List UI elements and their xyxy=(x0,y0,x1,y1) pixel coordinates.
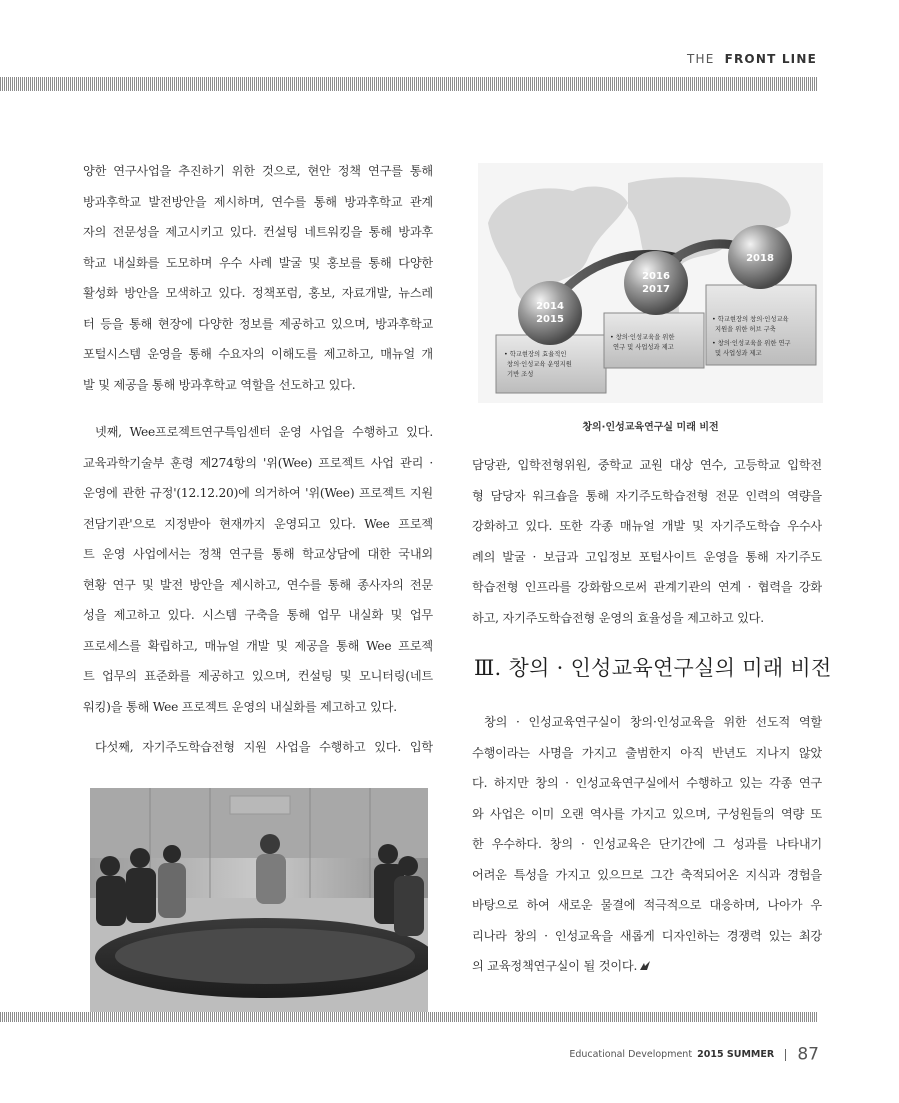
text-line: 어려운 특성을 가지고 있으므로 그간 축적되어온 지식과 경험을 xyxy=(472,867,822,882)
page-number: 87 xyxy=(797,1044,819,1065)
stage-year: 2017 xyxy=(642,284,670,295)
stage-text: 지원을 위한 허브 구축 xyxy=(715,326,776,333)
text-line: 넷째, Wee프로젝트연구특임센터 운영 사업을 수행하고 있다. xyxy=(95,425,433,439)
text-line: 운영에 관한 규정'(12.12.20)에 의거하여 '위(Wee) 프로젝트 지원 xyxy=(83,486,433,500)
stage-year: 2015 xyxy=(536,314,564,325)
footer-divider xyxy=(785,1049,786,1061)
left-para-2 xyxy=(83,417,433,722)
text-line: 프로세스를 확립하고, 매뉴얼 개발 및 제공을 통해 Wee 프로젝 xyxy=(83,638,433,653)
running-header xyxy=(687,52,817,66)
issue-season: 2015 SUMMER xyxy=(697,1049,775,1060)
text-line: 하고, 자기주도학습전형 운영의 효율성을 제고하고 있다. xyxy=(472,610,764,625)
stage-text: • 학교현장의 효율적인 xyxy=(504,351,567,358)
text-line: 트 운영 사업에서는 정책 연구를 통해 학교상담에 대한 국내외 xyxy=(83,547,433,561)
stage-text: 및 사업성과 제고 xyxy=(715,350,762,357)
stage-sphere-1 xyxy=(518,281,582,345)
text-line: 트 업무의 표준화를 제공하고 있으며, 컨설팅 및 모니터링(네트 xyxy=(83,669,433,683)
text-line: 다. 하지만 창의 · 인성교육연구실에서 수행하고 있는 각종 연구 xyxy=(472,776,822,790)
text-line-content: 의 교육정책연구실이 될 것이다. xyxy=(472,959,638,973)
section-heading: Ⅲ. 창의 · 인성교육연구실의 미래 비전 xyxy=(474,656,832,680)
header-title: FRONT LINE xyxy=(724,52,817,66)
text-line: 수행이라는 사명을 가지고 출범한지 아직 반년도 지나지 않았 xyxy=(472,745,822,760)
end-mark-icon xyxy=(639,960,651,971)
stage-text: 창의·인성교육 운영지원 xyxy=(507,361,572,368)
text-line: 담당관, 입학전형위원, 중학교 교원 대상 연수, 고등학교 입학전 xyxy=(472,458,822,472)
text-line: 강화하고 있다. 또한 각종 매뉴얼 개발 및 자기주도학습 우수사 xyxy=(472,519,822,533)
stage-text: • 학교현장의 창의·인성교육 xyxy=(712,316,789,323)
text-line: 한 우수하다. 창의 · 인성교육은 단기간에 그 성과를 나타내기 xyxy=(472,837,822,851)
text-line: 례의 발굴 · 보급과 고입정보 포털사이트 운영을 통해 자기주도 xyxy=(472,549,822,564)
text-line: 자의 전문성을 제고시키고 있다. 컨설팅 네트워킹을 통해 방과후 xyxy=(83,225,433,239)
text-line: 포털시스템 운영을 통해 수요자의 이해도를 제고하고, 매뉴얼 개 xyxy=(83,347,433,361)
right-para-2 xyxy=(472,707,822,982)
vision-diagram-graphic xyxy=(478,163,823,403)
text-line: 리나라 창의 · 인성교육을 새롭게 디자인하는 경쟁력 있는 최강 xyxy=(472,928,822,943)
text-line: 바탕으로 하여 새로운 물결에 적극적으로 대응하며, 나아가 우 xyxy=(472,898,822,912)
text-line: 터 등을 통해 현장에 다양한 정보를 제공하고 있으며, 방과후학교 xyxy=(83,316,433,331)
stage-year: 2016 xyxy=(642,271,670,282)
stage-text: • 창의·인성교육을 위한 연구 xyxy=(712,340,791,347)
text-line: 창의 · 인성교육연구실이 창의·인성교육을 위한 선도적 역할 xyxy=(484,715,822,729)
publication-name: Educational Development xyxy=(569,1049,693,1060)
bottom-rule xyxy=(0,1012,818,1022)
text-line xyxy=(472,951,822,982)
text-line: 와 사업은 이미 오랜 역사를 가지고 있으며, 구성원들의 역량 또 xyxy=(472,806,822,821)
text-line: 발 및 제공을 통해 방과후학교 역할을 선도하고 있다. xyxy=(83,377,356,392)
stage-year: 2014 xyxy=(536,301,564,312)
stage-text: • 창의·인성교육을 위한 xyxy=(610,334,675,341)
text-line: 워킹)을 통해 Wee 프로젝트 운영의 내실화를 제고하고 있다. xyxy=(83,699,397,714)
text-line: 학습전형 인프라를 강화함으로써 관계기관의 연계 · 협력을 강화 xyxy=(472,580,822,594)
meeting-photo xyxy=(90,788,428,1014)
text-line: 활성화 방안을 모색하고 있다. 정책포럼, 홍보, 자료개발, 뉴스레 xyxy=(83,286,433,300)
top-rule xyxy=(0,77,818,91)
left-para-3 xyxy=(83,732,433,763)
text-line: 다섯째, 자기주도학습전형 지원 사업을 수행하고 있다. 입학 xyxy=(95,740,433,754)
header-prefix: THE xyxy=(687,52,715,66)
text-line: 교육과학기술부 훈령 제274항의 '위(Wee) 프로젝트 사업 관리 · xyxy=(83,455,433,470)
right-para-1 xyxy=(472,450,822,633)
diagram-caption: 창의·인성교육연구실 미래 비전 xyxy=(582,422,719,433)
page-footer xyxy=(569,1044,819,1065)
text-line: 방과후학교 발전방안을 제시하며, 연수를 통해 방과후학교 관계 xyxy=(83,194,433,209)
text-line: 학교 내실화를 도모하며 우수 사례 발굴 및 홍보를 통해 다양한 xyxy=(83,255,433,270)
stage-text: 연구 및 사업성과 제고 xyxy=(613,344,674,351)
text-line: 형 담당자 워크숍을 통해 자기주도학습전형 전문 인력의 역량을 xyxy=(472,488,822,503)
stage-text: 기반 조성 xyxy=(507,371,534,378)
text-line: 전담기관'으로 지정받아 현재까지 운영되고 있다. Wee 프로젝 xyxy=(83,516,433,531)
text-line: 현황 연구 및 발전 방안을 제시하고, 연수를 통해 종사자의 전문 xyxy=(83,577,433,592)
text-line: 성을 제고하고 있다. 시스템 구축을 통해 업무 내실화 및 업무 xyxy=(83,608,433,622)
meeting-photo-illustration xyxy=(90,788,428,1014)
stage-sphere-2 xyxy=(624,251,688,315)
stage-year: 2018 xyxy=(746,253,774,264)
vision-diagram xyxy=(478,163,823,403)
left-para-1 xyxy=(83,156,433,400)
text-line: 양한 연구사업을 추진하기 위한 것으로, 현안 정책 연구를 통해 xyxy=(83,164,433,178)
